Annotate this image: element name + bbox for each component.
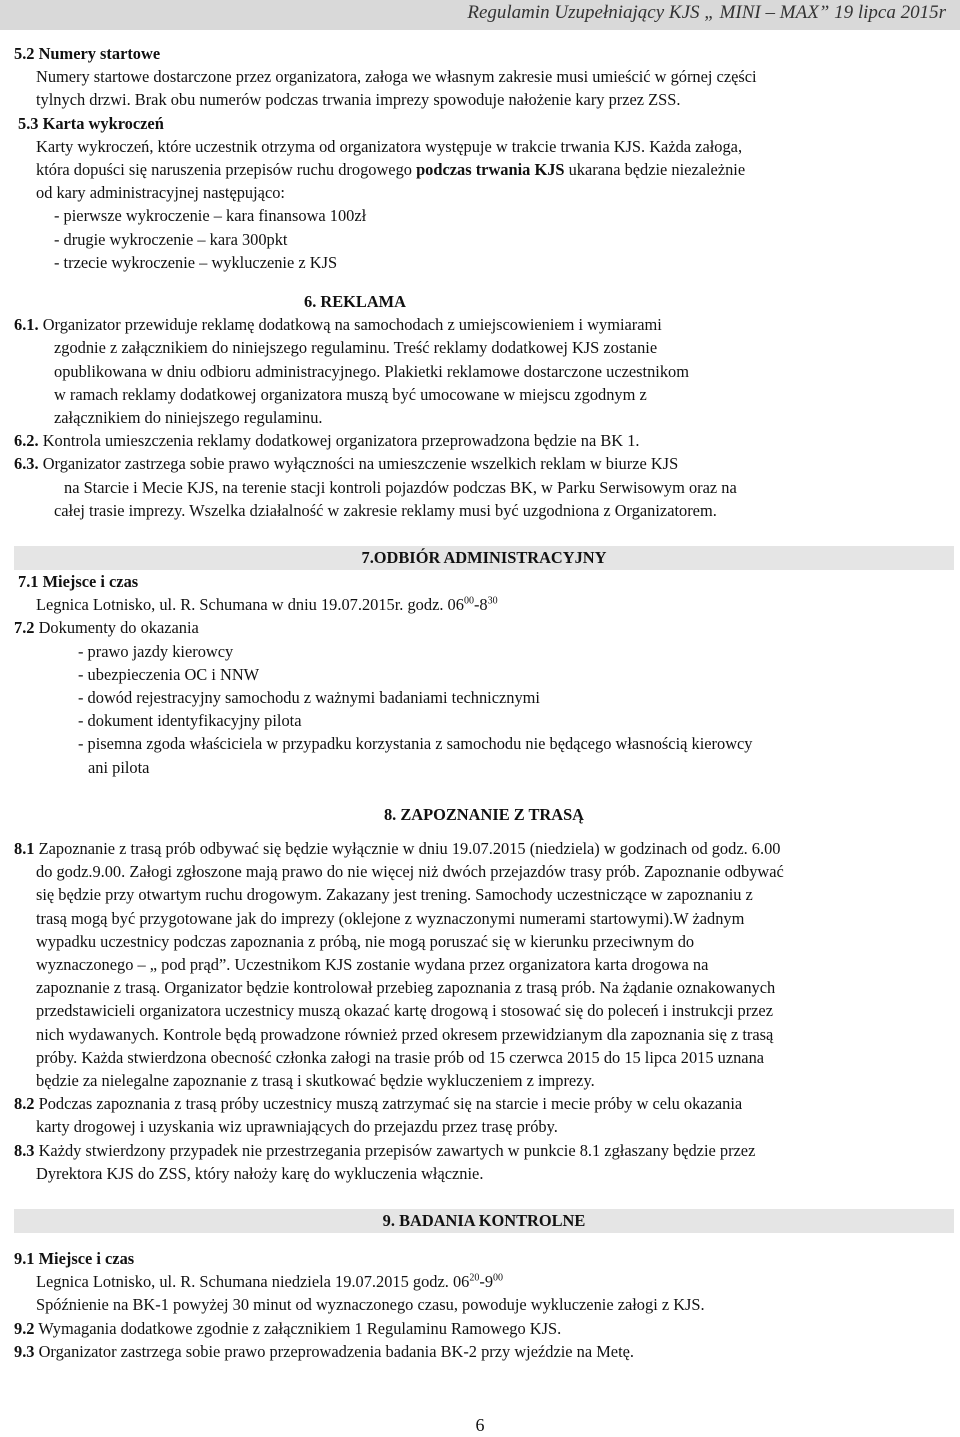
section-9-heading: 9. BADANIA KONTROLNE — [14, 1209, 954, 1233]
text-span: Każdy stwierdzony przypadek nie przestrzegania przepisów zawartych w punkcie 8.1 zgłaszany będzie przez — [34, 1140, 756, 1160]
text-span: która dopuści się naruszenia przepisów ruchu drogowego — [36, 160, 417, 180]
superscript: 20 — [469, 1272, 480, 1284]
section-8-3-line: Dyrektora KJS do ZSS, który nałoży karę do wykluczenia włącznie. — [36, 1163, 484, 1183]
text-span: Zapoznanie z trasą prób odbywać się będzie wyłącznie w dniu 19.07.2015 (niedziela) w godzinach od godz. 6.00 — [34, 838, 781, 858]
section-8-1-line: zapoznanie z trasą. Organizator będzie kontrolował przebieg zapoznania z trasą prób. Na żądanie oznakowanych — [36, 978, 776, 998]
item-number: 9.3 — [14, 1341, 35, 1361]
section-7-1-heading: 7.1 Miejsce i czas — [18, 572, 139, 592]
item-number: 8.1 — [14, 838, 35, 858]
section-6-3-line: na Starcie i Mecie KJS, na terenie stacji kontroli pojazdów podczas BK, w Parku Serwisowym oraz na — [64, 477, 737, 497]
section-6-1-line: w ramach reklamy dodatkowej organizatora muszą być umocowane w miejscu zgodnym z — [54, 384, 647, 404]
section-8-1-line: próby. Każda stwierdzona obecność członka załogi na trasie prób od 15 czerwca 2015 do 15 lipca 2015 uznana — [36, 1047, 765, 1067]
section-8-1-line: do godz.9.00. Załogi zgłoszone mają prawo do nie więcej niż dwóch przejazdów trasy prób. Zapoznanie odbywać — [36, 862, 784, 882]
list-item: - ubezpieczenia OC i NNW — [78, 664, 260, 684]
section-6-1-line: zgodnie z załącznikiem do niniejszego regulaminu. Treść reklamy dodatkowej KJS zostanie — [54, 338, 658, 358]
list-item: - dokument identyfikacyjny pilota — [78, 711, 302, 731]
text-span: Podczas zapoznania z trasą próby uczestnicy muszą zatrzymać się na starcie i mecie próby w celu okazania — [34, 1094, 743, 1114]
list-item: - trzecie wykroczenie – wykluczenie z KJS — [54, 252, 338, 272]
section-5-3-line: Karty wykroczeń, które uczestnik otrzyma od organizatora występuje w trakcie trwania KJS. Każda załoga, — [36, 136, 743, 156]
list-item: - dowód rejestracyjny samochodu z ważnymi badaniami technicznymi — [78, 688, 540, 708]
section-5-2-line: tylnych drzwi. Brak obu numerów podczas trwania imprezy spowoduje nałożenie kary przez ZSS. — [36, 90, 681, 110]
item-number: 9.2 — [14, 1318, 35, 1338]
section-8-1 — [14, 837, 954, 860]
section-8-1-line: przedstawicieli organizatora uczestnicy muszą okazać kartę drogową i stosować się do poleceń i instrukcji przez — [36, 1001, 773, 1021]
section-7-2-heading — [14, 616, 954, 639]
section-6-heading: 6. REKLAMA — [304, 292, 406, 312]
section-9-1-line: Spóźnienie na BK-1 powyżej 30 minut od wyznaczonego czasu, powoduje wykluczenie załogi z KJS. — [36, 1295, 705, 1315]
section-6-2 — [14, 429, 954, 452]
bold-span: podczas trwania KJS — [416, 160, 565, 180]
section-5-2-line: Numery startowe dostarczone przez organizatora, załoga we własnym zakresie musi umieścić w górnej części — [36, 67, 757, 87]
section-5-2-heading: 5.2 Numery startowe — [14, 44, 161, 63]
section-5-3-line: od kary administracyjnej następująco: — [36, 183, 285, 203]
section-7-heading: 7.ODBIÓR ADMINISTRACYJNY — [14, 546, 954, 570]
header-title: Regulamin Uzupełniający KJS „ MINI – MAX” 19 lipca 2015r — [467, 2, 946, 23]
item-number: 8.3 — [14, 1140, 35, 1160]
text-span: ukarana będzie niezależnie — [564, 160, 746, 180]
section-6-1-line: opublikowana w dniu odbioru administracyjnego. Plakietki reklamowe dostarczone uczestnikom — [54, 361, 689, 381]
section-5-3-line — [14, 158, 954, 181]
section-8-1-line: trasą mogą być przygotowane jak do imprezy (oklejone z wyznaczonymi numerami startowymi).W żadnym — [36, 908, 745, 928]
section-8-2-line: karty drogowej i uzyskania wiz uprawniających do przejazdu przez trasę próby. — [36, 1117, 558, 1137]
section-8-3 — [14, 1139, 954, 1162]
list-item-continuation: ani pilota — [88, 757, 150, 777]
section-7-1-line — [14, 593, 954, 616]
section-9-1-line — [14, 1270, 954, 1293]
item-number: 8.2 — [14, 1094, 35, 1114]
text-span: Organizator zastrzega sobie prawo wyłączności na umieszczenie wszelkich reklam w biurze KJS — [38, 454, 679, 474]
item-number: 6.1. — [14, 315, 39, 335]
section-6-1-line: załącznikiem do niniejszego regulaminu. — [54, 408, 323, 428]
section-9-3 — [14, 1340, 954, 1363]
section-6-3 — [14, 452, 954, 475]
section-6-1 — [14, 313, 954, 336]
text-span: Organizator zastrzega sobie prawo przeprowadzenia badania BK-2 przy wjeździe na Metę. — [34, 1341, 634, 1361]
list-item: - pierwsze wykroczenie – kara finansowa 100zł — [54, 206, 367, 226]
section-8-1-line: wypadku uczestnicy podczas zapoznania z próbą, nie mogą poruszać się w kierunku przeciwnym do — [36, 931, 695, 951]
text-span: Legnica Lotnisko, ul. R. Schumana w dniu 19.07.2015r. godz. 06 — [36, 595, 464, 615]
section-9-1-heading: 9.1 Miejsce i czas — [14, 1248, 135, 1268]
text-span: Kontrola umieszczenia reklamy dodatkowej organizatora przeprowadzona będzie na BK 1. — [38, 431, 640, 451]
text-span: -9 — [479, 1272, 494, 1292]
document-body — [14, 42, 954, 1363]
section-8-heading: 8. ZAPOZNANIE Z TRASĄ — [383, 804, 585, 824]
text-span: Organizator przewiduje reklamę dodatkową na samochodach z umiejscowieniem i wymiarami — [38, 315, 662, 335]
item-number: 6.3. — [14, 454, 39, 474]
text-span: Legnica Lotnisko, ul. R. Schumana niedziela 19.07.2015 godz. 06 — [36, 1272, 470, 1292]
section-8-1-line: nich wydawanych. Kontrole będą prowadzone również przed okresem przewidzianym dla zapoznania się z trasą — [36, 1024, 774, 1044]
list-item: - prawo jazdy kierowcy — [78, 641, 234, 661]
superscript: 00 — [463, 595, 474, 607]
superscript: 30 — [487, 595, 498, 607]
section-9-2 — [14, 1317, 954, 1340]
section-8-1-line: się będzie przy otwartym ruchu drogowym. Zakazany jest trening. Samochody uczestniczące w zapoznaniu z — [36, 885, 753, 905]
section-8-2 — [14, 1092, 954, 1115]
item-number: 6.2. — [14, 431, 39, 451]
page-header — [0, 0, 960, 30]
item-number: 7.2 — [14, 618, 35, 638]
section-6-3-line: całej trasie imprezy. Wszelka działalność w zakresie reklamy musi być uzgodniona z Organizatorem. — [54, 500, 717, 520]
list-item: - pisemna zgoda właściciela w przypadku korzystania z samochodu nie będącego własnością kierowcy — [78, 734, 753, 754]
superscript: 00 — [493, 1272, 504, 1284]
text-span: -8 — [473, 595, 488, 615]
page-number: 6 — [475, 1415, 485, 1435]
section-8-1-line: będzie za nielegalne zapoznanie z trasą i skutkować będzie wykluczeniem z imprezy. — [36, 1070, 595, 1090]
text-span: Wymagania dodatkowe zgodnie z załącznikiem 1 Regulaminu Ramowego KJS. — [34, 1318, 562, 1338]
section-5-3-heading: 5.3 Karta wykroczeń — [18, 113, 164, 133]
text-span: Dokumenty do okazania — [34, 618, 199, 638]
section-8-1-line: wyznaczonego – „ pod prąd”. Uczestnikom KJS zostanie wydana przez organizatora karta drogowa na — [36, 954, 709, 974]
list-item: - drugie wykroczenie – kara 300pkt — [54, 229, 288, 249]
